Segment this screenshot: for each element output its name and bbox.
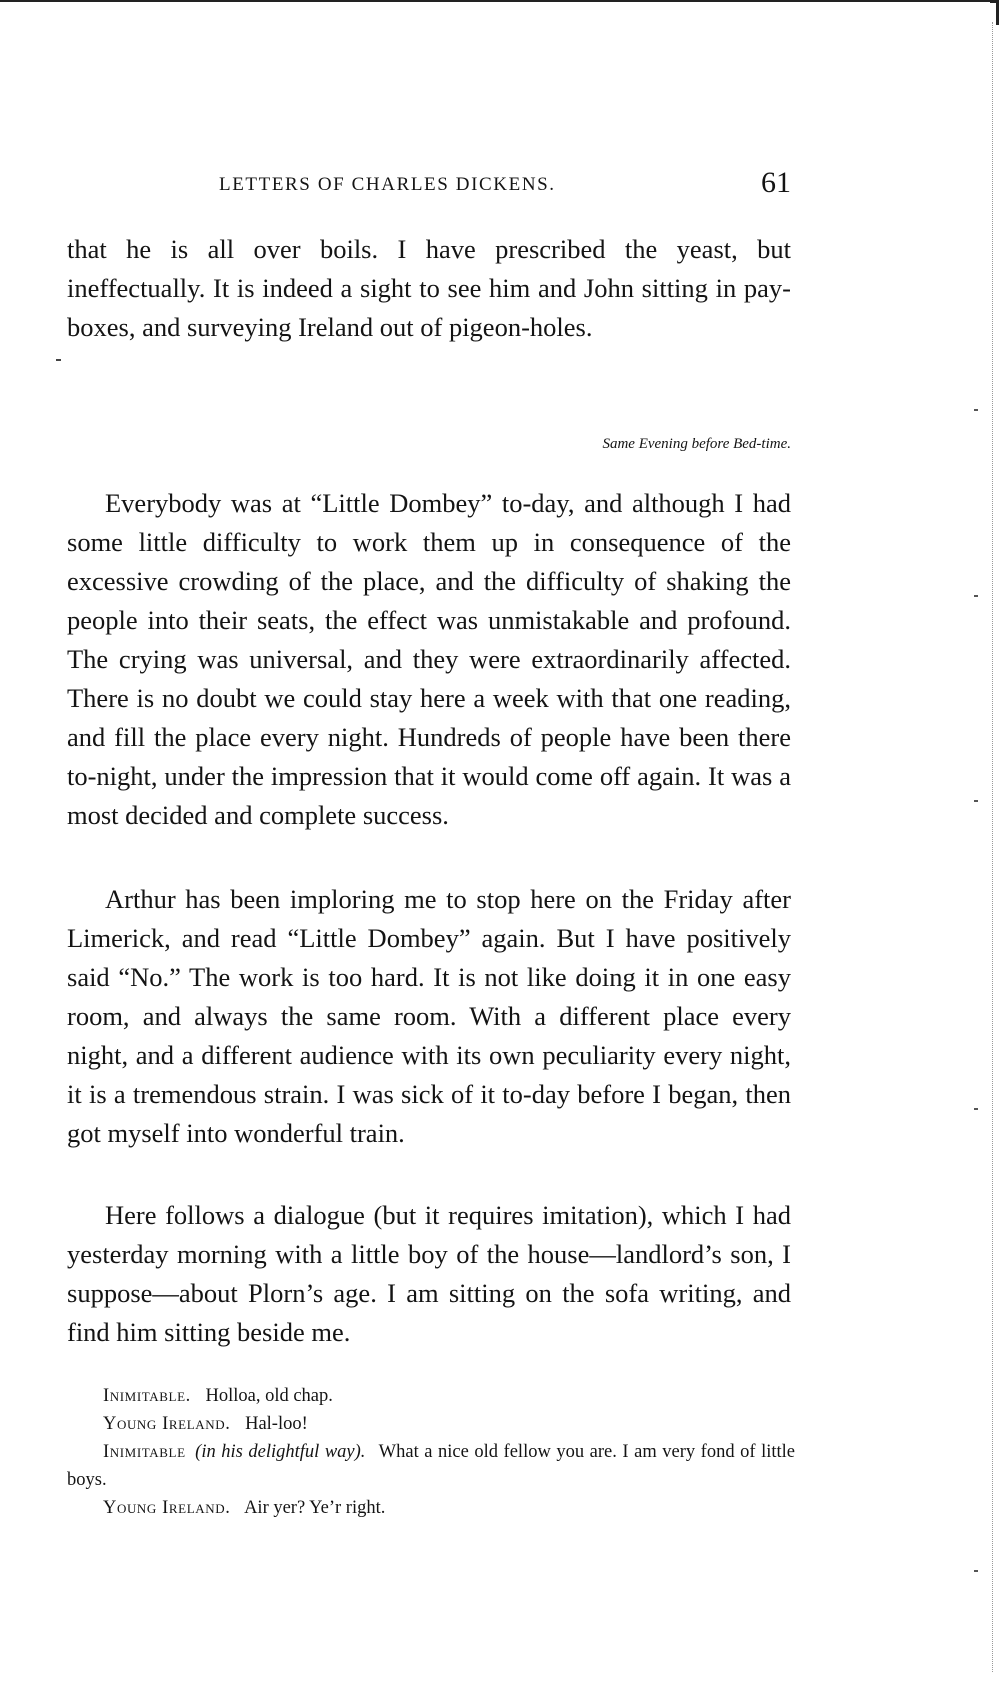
- dateline: Same Evening before Bed-time.: [602, 436, 791, 452]
- dialogue-speaker: Young Ireland.: [103, 1414, 231, 1434]
- paragraph-arthur: Arthur has been imploring me to stop here on the Friday after Limerick, and read “Little Dombey” again. But I have positively said “No.” The work is too hard. It is not like doing it in one easy room, and always the same room. With a different place every night, and a different audience with its own peculiarity every night, it is a tremendous strain. I was sick of it to-day before I began, then got myself into wonderful train.: [67, 884, 791, 1148]
- dialogue-text: Hal-loo!: [245, 1414, 308, 1434]
- right-page-edge: [992, 22, 993, 1672]
- dialogue-line: [67, 1438, 795, 1494]
- dialogue-speaker: Inimitable: [103, 1442, 186, 1462]
- stage-direction: (in his delightful way).: [195, 1442, 366, 1462]
- dialogue-line: [67, 1382, 795, 1410]
- running-head-title: LETTERS OF CHARLES DICKENS.: [219, 174, 556, 195]
- dialogue-text: Air yer? Ye’r right.: [244, 1498, 386, 1518]
- margin-tick: [56, 359, 61, 361]
- dialogue-block: [67, 1382, 795, 1522]
- edge-tick: [974, 1108, 978, 1110]
- edge-tick: [974, 409, 978, 411]
- dialogue-text: What a nice old fellow you are. I am very fond of little boys.: [67, 1442, 796, 1490]
- page-number: 61: [761, 166, 791, 199]
- running-head: [67, 166, 791, 206]
- top-page-rule: [0, 0, 992, 2]
- edge-tick: [974, 595, 978, 597]
- continuation-paragraph: that he is all over boils. I have prescribed the yeast, but ineffectually. It is indeed a sight to see him and John sitting in pay-boxes, and surveying Ireland out of pigeon-holes.: [67, 234, 791, 342]
- dialogue-text: Holloa, old chap.: [205, 1386, 333, 1406]
- dialogue-speaker: Inimitable.: [103, 1386, 191, 1406]
- paragraph-dialogue-intro: Here follows a dialogue (but it requires imitation), which I had yesterday morning with a little boy of the house—landlord’s son, I suppose—about Plorn’s age. I am sitting on the sofa writing, and find him sitting beside me.: [67, 1200, 791, 1347]
- dialogue-line: [67, 1494, 795, 1522]
- dialogue-speaker: Young Ireland.: [103, 1498, 231, 1518]
- edge-tick: [974, 800, 978, 802]
- edge-tick: [974, 1570, 978, 1572]
- dialogue-line: [67, 1410, 795, 1438]
- paragraph-little-dombey: Everybody was at “Little Dombey” to-day, and although I had some little difficulty to work them up in consequence of the excessive crowding of the place, and the difficulty of shaking the people into their seats, the effect was unmistakable and profound. The crying was universal, and they were extraordinarily affected. There is no doubt we could stay here a week with that one reading, and fill the place every night. Hundreds of people have been there to-night, under the impression that it would come off again. It was a most decided and complete success.: [67, 488, 791, 830]
